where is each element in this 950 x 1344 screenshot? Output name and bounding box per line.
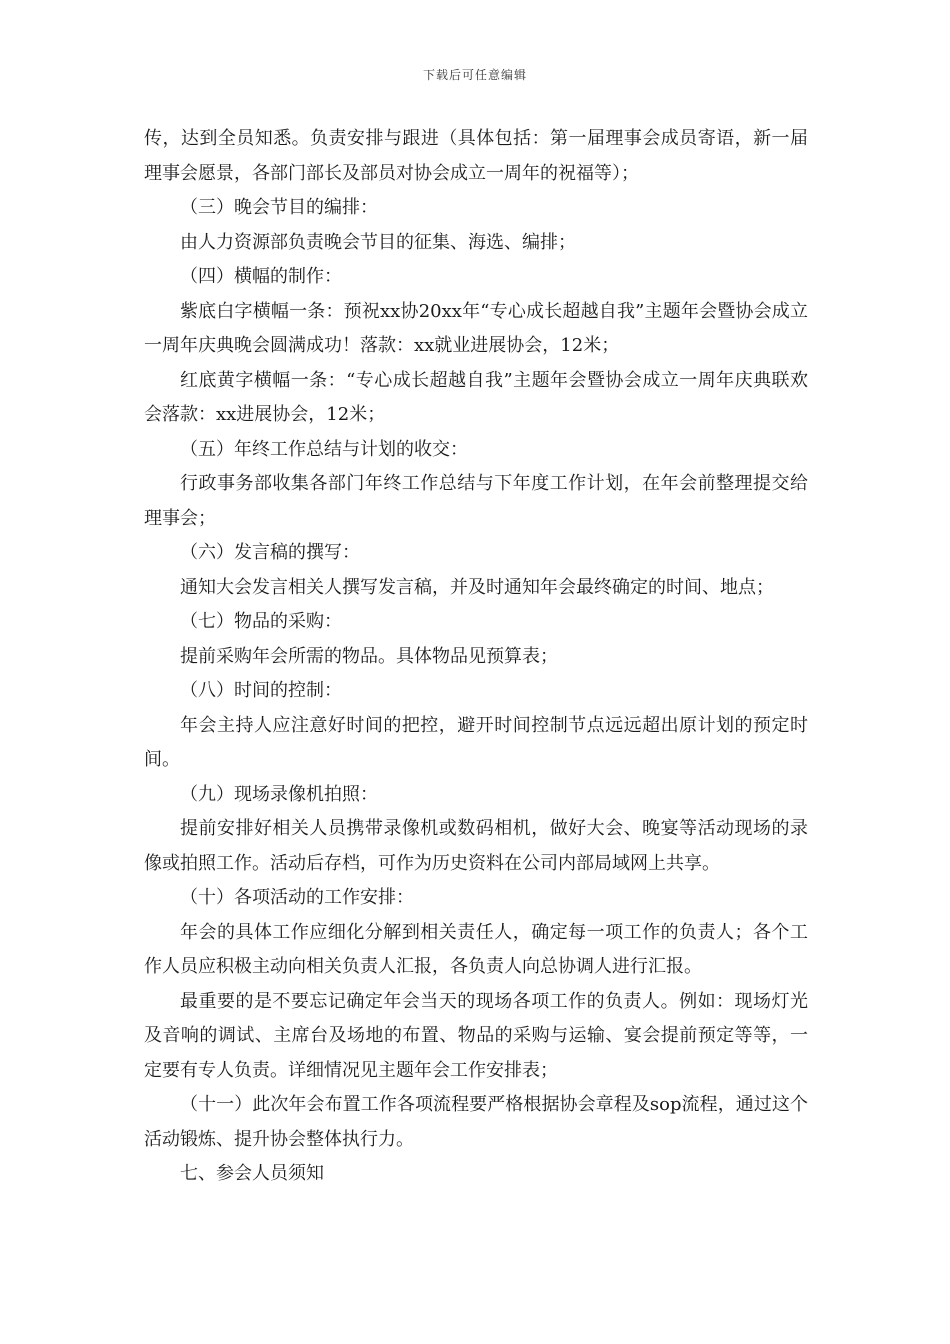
paragraph: 提前采购年会所需的物品。具体物品见预算表； <box>180 645 558 667</box>
section-heading-4: （四）横幅的制作： <box>180 266 342 287</box>
section-heading-11: （十一）此次年会布置工作各项流程要严格根据协会章程及sop流程，通过这个活动锻炼、提升协会整体执行力。 <box>144 1094 808 1150</box>
document-body <box>144 122 808 1192</box>
paragraph: 紫底白字横幅一条：预祝xx协20xx年“专心成长超越自我”主题年会暨协会成立一周年庆典晚会圆满成功！落款：xx就业进展协会，12米； <box>144 300 808 356</box>
paragraph: 通知大会发言相关人撰写发言稿，并及时通知年会最终确定的时间、地点； <box>180 576 774 598</box>
paragraph: 年会的具体工作应细化分解到相关责任人，确定每一项工作的负责人；各个工作人员应积极主动向相关负责人汇报，各负责人向总协调人进行汇报。 <box>144 921 808 977</box>
header-note: 下载后可任意编辑 <box>422 68 527 82</box>
section-heading-7: （七）物品的采购： <box>180 611 342 632</box>
paragraph: 由人力资源部负责晚会节目的征集、海选、编排； <box>180 231 576 253</box>
chapter-heading-7: 七、参会人员须知 <box>180 1163 324 1184</box>
section-heading-9: （九）现场录像机拍照： <box>180 783 378 805</box>
paragraph: 行政事务部收集各部门年终工作总结与下年度工作计划，在年会前整理提交给理事会； <box>144 473 808 529</box>
paragraph-continuation: 传，达到全员知悉。负责安排与跟进（具体包括：第一届理事会成员寄语，新一届理事会愿景，各部门部长及部员对协会成立一周年的祝福等）； <box>144 128 808 184</box>
section-heading-6: （六）发言稿的撰写： <box>180 542 360 563</box>
paragraph: 红底黄字横幅一条：“专心成长超越自我”主题年会暨协会成立一周年庆典联欢会落款：xx进展协会，12米； <box>144 369 808 425</box>
section-heading-8: （八）时间的控制： <box>180 680 342 701</box>
section-heading-5: （五）年终工作总结与计划的收交： <box>180 438 468 460</box>
paragraph: 最重要的是不要忘记确定年会当天的现场各项工作的负责人。例如：现场灯光及音响的调试、主席台及场地的布置、物品的采购与运输、宴会提前预定等等，一定要有专人负责。详细情况见主题年会工作安排表； <box>144 990 808 1081</box>
section-heading-10: （十）各项活动的工作安排： <box>180 887 414 908</box>
paragraph: 年会主持人应注意好时间的把控，避开时间控制节点远远超出原计划的预定时间。 <box>144 714 808 770</box>
section-heading-3: （三）晚会节目的编排： <box>180 197 378 218</box>
paragraph: 提前安排好相关人员携带录像机或数码相机，做好大会、晚宴等活动现场的录像或拍照工作。活动后存档，可作为历史资料在公司内部局域网上共享。 <box>144 818 808 874</box>
